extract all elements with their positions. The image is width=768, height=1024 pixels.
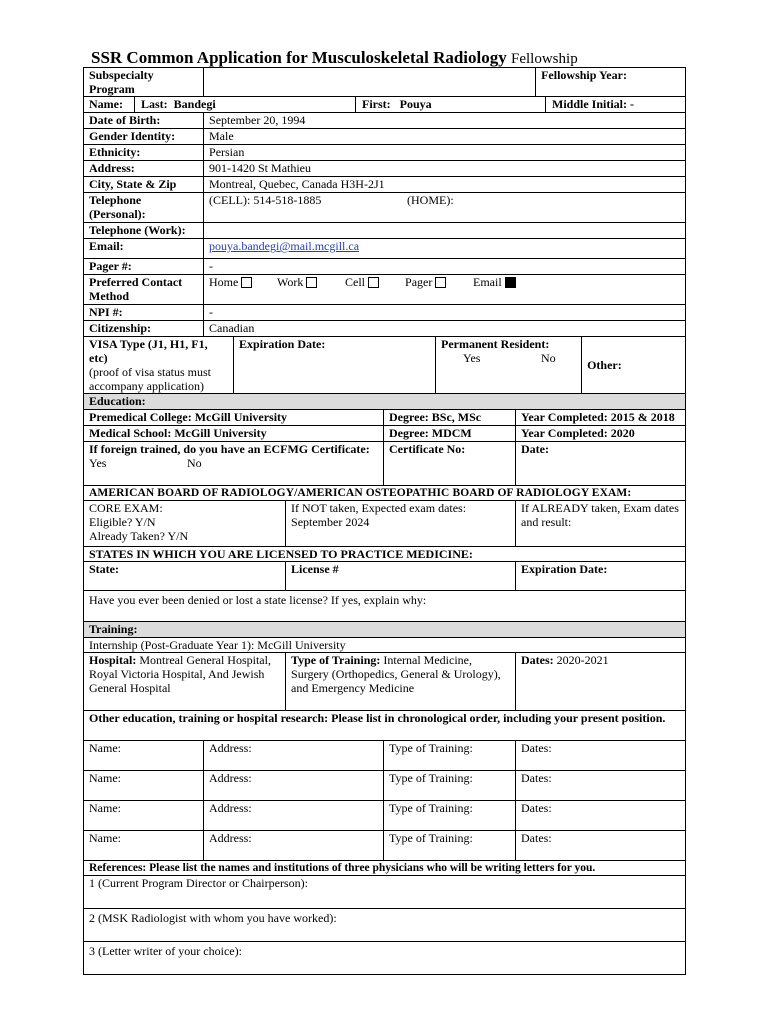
table-row bbox=[84, 831, 686, 861]
contact-cell-label: Cell bbox=[345, 275, 366, 289]
cell-checkbox[interactable] bbox=[368, 277, 379, 288]
certificate-date[interactable]: Date: bbox=[516, 442, 686, 486]
expected-date: September 2024 bbox=[291, 515, 370, 529]
first-name[interactable] bbox=[356, 97, 546, 112]
ecfmg-label: If foreign trained, do you have an ECFMG Certificate: bbox=[89, 442, 370, 456]
other-education-instructions: Other education, training or hospital research: Please list in chronological order, including your present position. bbox=[84, 711, 686, 741]
other-name[interactable]: Name: bbox=[84, 831, 204, 861]
last-name[interactable] bbox=[135, 97, 356, 112]
other-name[interactable]: Name: bbox=[84, 771, 204, 801]
home-phone: (HOME): bbox=[407, 193, 454, 207]
other-address[interactable]: Address: bbox=[204, 831, 384, 861]
states-header: STATES IN WHICH YOU ARE LICENSED TO PRACTICE MEDICINE: bbox=[84, 547, 686, 562]
citizenship-label: Citizenship: bbox=[84, 321, 204, 337]
medical-school[interactable]: Medical School: McGill University bbox=[84, 426, 384, 442]
permanent-no[interactable]: No bbox=[541, 351, 556, 365]
license-denied[interactable]: Have you ever been denied or lost a state license? If yes, explain why: bbox=[84, 591, 686, 622]
reference-2[interactable]: 2 (MSK Radiologist with whom you have worked): bbox=[84, 909, 686, 942]
telephone-label: Telephone (Personal): bbox=[84, 193, 204, 223]
permanent-resident[interactable] bbox=[436, 337, 582, 394]
subspecialty-label: Subspecialty Program bbox=[84, 68, 204, 97]
ecfmg-certificate[interactable] bbox=[84, 442, 384, 486]
dob-field[interactable]: September 20, 1994 bbox=[204, 113, 686, 129]
citizenship-field[interactable]: Canadian bbox=[204, 321, 686, 337]
city-field[interactable]: Montreal, Quebec, Canada H3H-2J1 bbox=[204, 177, 686, 193]
table-row bbox=[84, 741, 686, 771]
middle-value: - bbox=[630, 97, 635, 111]
npi-label: NPI #: bbox=[84, 305, 204, 321]
medical-degree[interactable]: Degree: MDCM bbox=[384, 426, 516, 442]
training-dates-label: Dates: bbox=[521, 653, 554, 667]
visa-label: VISA Type (J1, H1, F1, etc) bbox=[89, 337, 208, 365]
dob-label: Date of Birth: bbox=[84, 113, 204, 129]
visa-expiration[interactable]: Expiration Date: bbox=[234, 337, 436, 394]
premed-degree[interactable]: Degree: BSc, MSc bbox=[384, 410, 516, 426]
other-address[interactable]: Address: bbox=[204, 801, 384, 831]
title-rest: Fellowship bbox=[511, 51, 578, 67]
email-field[interactable] bbox=[204, 239, 686, 259]
expected-exam-dates[interactable] bbox=[286, 501, 516, 547]
medical-year[interactable]: Year Completed: 2020 bbox=[516, 426, 686, 442]
page-title bbox=[91, 48, 578, 68]
contact-work-label: Work bbox=[277, 275, 304, 289]
ethnicity-field[interactable]: Persian bbox=[204, 145, 686, 161]
other-type[interactable]: Type of Training: bbox=[384, 741, 516, 771]
telephone-field[interactable] bbox=[204, 193, 686, 223]
table-row bbox=[84, 771, 686, 801]
email-checkbox[interactable] bbox=[505, 277, 516, 288]
first-label: First: bbox=[362, 97, 391, 111]
permanent-yes[interactable]: Yes bbox=[463, 351, 481, 365]
table-row bbox=[84, 801, 686, 831]
reference-1[interactable]: 1 (Current Program Director or Chairperson): bbox=[84, 876, 686, 909]
other-address[interactable]: Address: bbox=[204, 771, 384, 801]
subspecialty-field[interactable] bbox=[204, 68, 536, 97]
ethnicity-label: Ethnicity: bbox=[84, 145, 204, 161]
middle-label: Middle Initial: bbox=[552, 97, 628, 111]
license-expiration[interactable]: Expiration Date: bbox=[516, 562, 686, 591]
contact-method-options bbox=[204, 275, 686, 305]
hospital-label: Hospital: bbox=[89, 653, 137, 667]
gender-label: Gender Identity: bbox=[84, 129, 204, 145]
email-link[interactable]: pouya.bandegi@mail.mcgill.ca bbox=[209, 239, 360, 253]
not-taken-label: If NOT taken, Expected exam dates: bbox=[291, 501, 467, 515]
visa-note: (proof of visa status must accompany application) bbox=[89, 365, 211, 393]
other-name[interactable]: Name: bbox=[84, 801, 204, 831]
contact-pager-label: Pager bbox=[405, 275, 433, 289]
visa-other[interactable]: Other: bbox=[582, 337, 686, 394]
other-dates[interactable]: Dates: bbox=[516, 741, 686, 771]
contact-email-label: Email bbox=[473, 275, 502, 289]
license-field[interactable]: License # bbox=[286, 562, 516, 591]
training-header: Training: bbox=[84, 622, 686, 638]
training-dates-value: 2020-2021 bbox=[556, 653, 609, 667]
address-label: Address: bbox=[84, 161, 204, 177]
training-hospital[interactable] bbox=[84, 653, 286, 711]
cell-phone: (CELL): 514-518-1885 bbox=[209, 193, 322, 207]
hospital-value: Montreal General Hospital, Royal Victoria Hospital, And Jewish General Hospital bbox=[89, 653, 271, 695]
contact-method-label: Preferred Contact Method bbox=[84, 275, 204, 305]
education-header: Education: bbox=[84, 394, 686, 410]
other-dates[interactable]: Dates: bbox=[516, 801, 686, 831]
other-type[interactable]: Type of Training: bbox=[384, 771, 516, 801]
telephone-work-label: Telephone (Work): bbox=[84, 223, 204, 239]
other-dates[interactable]: Dates: bbox=[516, 831, 686, 861]
city-label: City, State & Zip bbox=[84, 177, 204, 193]
certificate-number[interactable]: Certificate No: bbox=[384, 442, 516, 486]
middle-initial[interactable] bbox=[546, 97, 634, 112]
address-field[interactable]: 901-1420 St Mathieu bbox=[204, 161, 686, 177]
pager-checkbox[interactable] bbox=[435, 277, 446, 288]
other-type[interactable]: Type of Training: bbox=[384, 801, 516, 831]
last-label: Last: bbox=[141, 97, 168, 111]
application-form bbox=[83, 67, 686, 975]
other-type[interactable]: Type of Training: bbox=[384, 831, 516, 861]
first-value: Pouya bbox=[399, 97, 432, 111]
pager-label: Pager #: bbox=[84, 259, 204, 275]
core-exam-label: CORE EXAM: bbox=[89, 501, 163, 515]
premed-college[interactable]: Premedical College: McGill University bbox=[84, 410, 384, 426]
ecfmg-yes[interactable]: Yes bbox=[89, 456, 107, 470]
email-label: Email: bbox=[84, 239, 204, 259]
other-address[interactable]: Address: bbox=[204, 741, 384, 771]
name-label: Name: bbox=[84, 97, 135, 112]
visa-type[interactable] bbox=[84, 337, 234, 394]
training-type-value: Internal Medicine, Surgery (Orthopedics, General & Urology), and Emergency Medicine bbox=[291, 653, 501, 695]
training-type-label: Type of Training: bbox=[291, 653, 381, 667]
premed-year[interactable]: Year Completed: 2015 & 2018 bbox=[516, 410, 686, 426]
reference-3[interactable]: 3 (Letter writer of your choice): bbox=[84, 942, 686, 975]
core-eligible: Eligible? Y/N bbox=[89, 515, 156, 529]
core-taken: Already Taken? Y/N bbox=[89, 529, 189, 543]
internship[interactable]: Internship (Post-Graduate Year 1): McGill University bbox=[84, 638, 686, 653]
pager-field[interactable]: - bbox=[204, 259, 686, 275]
other-dates[interactable]: Dates: bbox=[516, 771, 686, 801]
core-exam[interactable] bbox=[84, 501, 286, 547]
last-value: Bandegi bbox=[173, 97, 216, 111]
work-checkbox[interactable] bbox=[306, 277, 317, 288]
state-field[interactable]: State: bbox=[84, 562, 286, 591]
home-checkbox[interactable] bbox=[241, 277, 252, 288]
contact-home-label: Home bbox=[209, 275, 239, 289]
training-type[interactable] bbox=[286, 653, 516, 711]
telephone-work-field[interactable] bbox=[204, 223, 686, 239]
training-dates[interactable] bbox=[516, 653, 686, 711]
npi-field[interactable]: - bbox=[204, 305, 686, 321]
ecfmg-no[interactable]: No bbox=[187, 456, 202, 470]
gender-field[interactable]: Male bbox=[204, 129, 686, 145]
references-header: References: Please list the names and institutions of three physicians who will be writing letters for you. bbox=[84, 861, 686, 876]
fellowship-year-label[interactable]: Fellowship Year: bbox=[536, 68, 686, 97]
other-name[interactable]: Name: bbox=[84, 741, 204, 771]
exam-results[interactable]: If ALREADY taken, Exam dates and result: bbox=[516, 501, 686, 547]
title-bold: SSR Common Application for Musculoskeletal Radiology bbox=[91, 48, 507, 67]
board-header: AMERICAN BOARD OF RADIOLOGY/AMERICAN OSTEOPATHIC BOARD OF RADIOLOGY EXAM: bbox=[84, 486, 686, 501]
permanent-resident-label: Permanent Resident: bbox=[441, 337, 550, 351]
